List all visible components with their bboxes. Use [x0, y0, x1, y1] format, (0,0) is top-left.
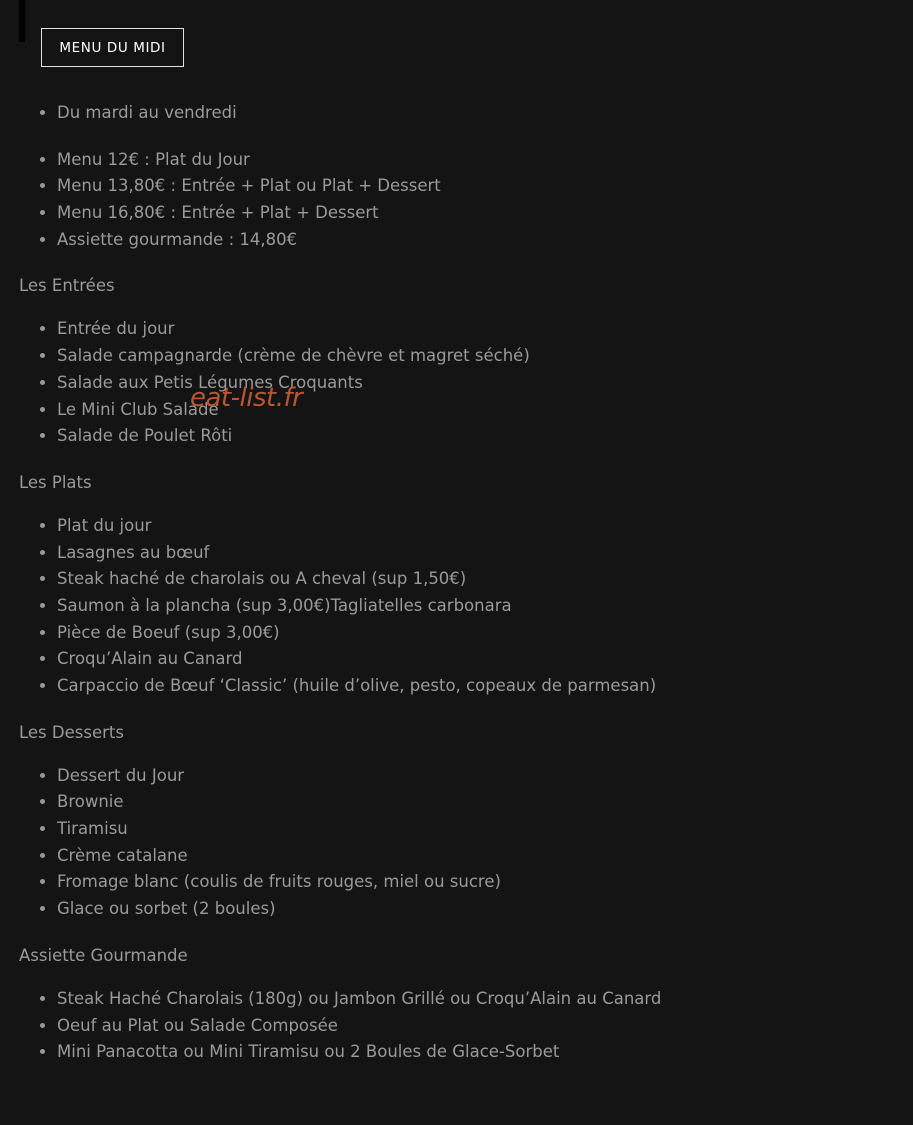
- assiette-gourmande-list: [19, 986, 913, 1066]
- list-item: • Glace ou sorbet (2 boules): [57, 896, 913, 923]
- list-item: • Brownie: [57, 789, 913, 816]
- list-item: • Croqu’Alain au Canard: [57, 646, 913, 673]
- list-item: • Lasagnes au bœuf: [57, 540, 913, 567]
- formula-item: • Menu 16,80€ : Entrée + Plat + Dessert: [57, 200, 913, 227]
- list-item: • Steak haché de charolais ou A cheval (sup 1,50€): [57, 566, 913, 593]
- plats-list: [19, 513, 913, 700]
- list-item: • Salade campagnarde (crème de chèvre et magret séché): [57, 343, 913, 370]
- list-item: • Oeuf au Plat ou Salade Composée: [57, 1013, 913, 1040]
- list-item: • Entrée du jour: [57, 316, 913, 343]
- list-item: • Dessert du Jour: [57, 763, 913, 790]
- list-item: • Crème catalane: [57, 843, 913, 870]
- list-item: • Salade de Poulet Rôti: [57, 423, 913, 450]
- watermark-logo: eat-list.fr: [190, 383, 303, 413]
- menu-content: [19, 100, 913, 1066]
- section-title-assiette-gourmande: Assiette Gourmande: [19, 945, 188, 965]
- list-item: • Plat du jour: [57, 513, 913, 540]
- list-item: • Le Mini Club Salade: [57, 397, 913, 424]
- formula-list: [19, 147, 913, 254]
- availability-list: [19, 100, 913, 127]
- list-item: • Salade aux Petis Légumes Croquants: [57, 370, 913, 397]
- list-item: • Carpaccio de Bœuf ‘Classic’ (huile d’olive, pesto, copeaux de parmesan): [57, 673, 913, 700]
- list-item: • Steak Haché Charolais (180g) ou Jambon Grillé ou Croqu’Alain au Canard: [57, 986, 913, 1013]
- list-item: • Saumon à la plancha (sup 3,00€)Tagliatelles carbonara: [57, 593, 913, 620]
- list-item: • Pièce de Boeuf (sup 3,00€): [57, 620, 913, 647]
- top-accent-bar: [19, 0, 25, 42]
- section-title-entrees: Les Entrées: [19, 276, 115, 296]
- formula-item: • Menu 13,80€ : Entrée + Plat ou Plat + Dessert: [57, 173, 913, 200]
- availability-item: • Du mardi au vendredi: [57, 100, 913, 127]
- formula-item: • Assiette gourmande : 14,80€: [57, 227, 913, 254]
- menu-du-midi-button[interactable]: MENU DU MIDI: [41, 28, 184, 67]
- section-title-plats: Les Plats: [19, 472, 92, 492]
- desserts-list: [19, 763, 913, 923]
- list-item: • Fromage blanc (coulis de fruits rouges, miel ou sucre): [57, 869, 913, 896]
- section-title-desserts: Les Desserts: [19, 722, 124, 742]
- formula-item: • Menu 12€ : Plat du Jour: [57, 147, 913, 174]
- list-item: • Tiramisu: [57, 816, 913, 843]
- list-item: • Mini Panacotta ou Mini Tiramisu ou 2 Boules de Glace-Sorbet: [57, 1039, 913, 1066]
- entrees-list: [19, 316, 913, 449]
